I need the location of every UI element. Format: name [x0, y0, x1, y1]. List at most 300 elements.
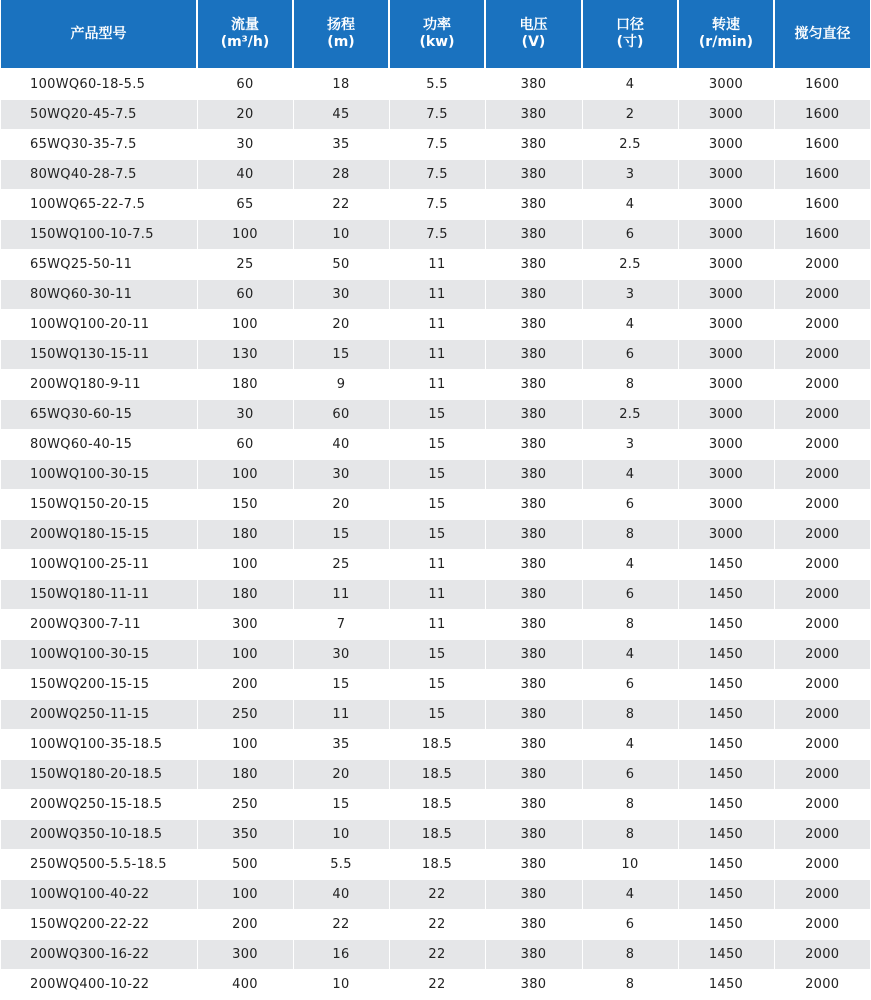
col-power-cell: 7.5	[389, 160, 485, 190]
col-power-cell: 15	[389, 700, 485, 730]
col-power-cell: 15	[389, 640, 485, 670]
col-speed-cell: 3000	[678, 130, 774, 160]
col-speed-cell: 3000	[678, 310, 774, 340]
col-model-cell: 150WQ200-15-15	[1, 670, 197, 700]
col-flow-cell: 60	[197, 69, 293, 100]
col-power-cell: 7.5	[389, 190, 485, 220]
col-model-cell: 100WQ65-22-7.5	[1, 190, 197, 220]
col-voltage-cell: 380	[485, 130, 582, 160]
col-stir-diameter-cell: 2000	[774, 820, 870, 850]
col-flow-cell: 180	[197, 520, 293, 550]
col-flow-cell: 60	[197, 430, 293, 460]
col-power-cell: 11	[389, 280, 485, 310]
col-caliber-cell: 8	[582, 790, 678, 820]
col-speed-cell: 3000	[678, 400, 774, 430]
col-caliber-cell: 10	[582, 850, 678, 880]
col-speed-cell: 1450	[678, 580, 774, 610]
col-head-cell: 15	[293, 520, 389, 550]
col-head-cell: 7	[293, 610, 389, 640]
col-model-cell: 100WQ100-20-11	[1, 310, 197, 340]
col-power-cell: 7.5	[389, 220, 485, 250]
col-flow-cell: 350	[197, 820, 293, 850]
col-voltage-cell: 380	[485, 910, 582, 940]
col-voltage-cell: 380	[485, 610, 582, 640]
col-stir-diameter-cell: 1600	[774, 190, 870, 220]
col-caliber-cell: 6	[582, 670, 678, 700]
col-model-cell: 100WQ100-40-22	[1, 880, 197, 910]
col-stir-diameter-cell: 2000	[774, 520, 870, 550]
col-caliber-cell: 8	[582, 700, 678, 730]
col-model-cell: 200WQ350-10-18.5	[1, 820, 197, 850]
col-power-cell: 22	[389, 910, 485, 940]
col-power-cell: 22	[389, 880, 485, 910]
col-voltage-cell: 380	[485, 880, 582, 910]
col-head-cell: 40	[293, 880, 389, 910]
col-flow-cell: 30	[197, 130, 293, 160]
col-caliber-cell: 4	[582, 640, 678, 670]
col-voltage-cell: 380	[485, 370, 582, 400]
header-label: 搅匀直径	[794, 25, 851, 42]
col-head-cell: 30	[293, 460, 389, 490]
col-flow-cell: 30	[197, 400, 293, 430]
col-power-cell: 11	[389, 610, 485, 640]
col-flow-cell: 100	[197, 640, 293, 670]
col-head-cell: 30	[293, 280, 389, 310]
col-caliber-cell: 6	[582, 220, 678, 250]
col-head-cell: 11	[293, 700, 389, 730]
col-model-cell: 80WQ40-28-7.5	[1, 160, 197, 190]
col-voltage-cell: 380	[485, 970, 582, 1000]
col-speed-cell: 3000	[678, 250, 774, 280]
col-power-cell: 15	[389, 520, 485, 550]
col-speed-cell: 1450	[678, 670, 774, 700]
col-caliber-cell: 8	[582, 370, 678, 400]
col-caliber-cell: 2	[582, 100, 678, 130]
table-row	[1, 850, 870, 880]
col-head-cell: 18	[293, 69, 389, 100]
col-head-cell: 25	[293, 550, 389, 580]
col-caliber-cell: 4	[582, 880, 678, 910]
col-power-cell: 15	[389, 400, 485, 430]
col-stir-diameter-cell: 2000	[774, 880, 870, 910]
col-power-cell: 15	[389, 460, 485, 490]
col-voltage-cell: 380	[485, 250, 582, 280]
col-caliber-cell: 6	[582, 580, 678, 610]
col-caliber-header	[582, 0, 678, 69]
col-head-cell: 30	[293, 640, 389, 670]
col-head-cell: 45	[293, 100, 389, 130]
col-stir-diameter-cell: 2000	[774, 490, 870, 520]
col-head-cell: 28	[293, 160, 389, 190]
col-stir-diameter-cell: 2000	[774, 700, 870, 730]
col-voltage-cell: 380	[485, 760, 582, 790]
header-unit: (m³/h)	[220, 34, 270, 50]
table-row	[1, 430, 870, 460]
header-label: 流量	[231, 17, 259, 33]
col-power-cell: 11	[389, 250, 485, 280]
col-stir-diameter-cell: 2000	[774, 850, 870, 880]
table-row	[1, 310, 870, 340]
table-header	[1, 0, 870, 69]
col-head-header	[293, 0, 389, 69]
col-speed-cell: 1450	[678, 940, 774, 970]
table-row	[1, 220, 870, 250]
col-voltage-cell: 380	[485, 850, 582, 880]
col-head-cell: 40	[293, 430, 389, 460]
col-head-cell: 20	[293, 310, 389, 340]
col-model-cell: 100WQ100-30-15	[1, 460, 197, 490]
col-voltage-cell: 380	[485, 460, 582, 490]
header-label: 扬程	[327, 17, 355, 33]
col-stir-diameter-cell: 2000	[774, 310, 870, 340]
table-row	[1, 730, 870, 760]
col-caliber-cell: 8	[582, 520, 678, 550]
col-stir-diameter-cell: 2000	[774, 910, 870, 940]
col-caliber-cell: 3	[582, 280, 678, 310]
col-head-cell: 11	[293, 580, 389, 610]
col-flow-cell: 100	[197, 550, 293, 580]
col-head-cell: 15	[293, 790, 389, 820]
col-model-cell: 200WQ250-11-15	[1, 700, 197, 730]
col-speed-cell: 3000	[678, 370, 774, 400]
col-power-cell: 11	[389, 310, 485, 340]
col-caliber-cell: 6	[582, 340, 678, 370]
col-voltage-cell: 380	[485, 640, 582, 670]
header-unit: (m)	[327, 34, 355, 50]
col-flow-cell: 180	[197, 580, 293, 610]
col-stir-diameter-cell: 1600	[774, 69, 870, 100]
col-stir-diameter-cell: 2000	[774, 550, 870, 580]
table-body	[1, 69, 870, 1000]
col-power-cell: 15	[389, 430, 485, 460]
col-caliber-cell: 4	[582, 730, 678, 760]
col-model-cell: 150WQ130-15-11	[1, 340, 197, 370]
table-row	[1, 610, 870, 640]
col-speed-cell: 3000	[678, 160, 774, 190]
col-flow-cell: 25	[197, 250, 293, 280]
col-caliber-cell: 4	[582, 460, 678, 490]
col-stir-diameter-cell: 2000	[774, 640, 870, 670]
col-voltage-cell: 380	[485, 580, 582, 610]
table-row	[1, 880, 870, 910]
col-stir-diameter-cell: 2000	[774, 430, 870, 460]
table-row	[1, 910, 870, 940]
col-voltage-cell: 380	[485, 190, 582, 220]
col-power-cell: 7.5	[389, 130, 485, 160]
col-head-cell: 50	[293, 250, 389, 280]
col-model-cell: 100WQ100-35-18.5	[1, 730, 197, 760]
col-head-cell: 20	[293, 760, 389, 790]
col-speed-cell: 3000	[678, 430, 774, 460]
col-power-cell: 7.5	[389, 100, 485, 130]
col-flow-header	[197, 0, 293, 69]
col-stir-diameter-cell: 2000	[774, 760, 870, 790]
col-stir-diameter-cell: 2000	[774, 460, 870, 490]
col-model-cell: 200WQ300-16-22	[1, 940, 197, 970]
col-head-cell: 15	[293, 340, 389, 370]
col-speed-cell: 1450	[678, 910, 774, 940]
col-stir-diameter-cell: 1600	[774, 220, 870, 250]
col-power-cell: 18.5	[389, 850, 485, 880]
col-speed-cell: 3000	[678, 520, 774, 550]
header-unit: (寸)	[616, 34, 644, 50]
header-label: 转速	[712, 17, 740, 33]
col-caliber-cell: 2.5	[582, 250, 678, 280]
col-speed-cell: 1450	[678, 760, 774, 790]
col-stir-diameter-cell: 2000	[774, 370, 870, 400]
col-model-cell: 100WQ100-30-15	[1, 640, 197, 670]
col-head-cell: 9	[293, 370, 389, 400]
col-caliber-cell: 8	[582, 820, 678, 850]
col-power-cell: 11	[389, 340, 485, 370]
col-stir-diameter-cell: 2000	[774, 670, 870, 700]
col-caliber-cell: 3	[582, 160, 678, 190]
col-model-cell: 50WQ20-45-7.5	[1, 100, 197, 130]
col-power-header	[389, 0, 485, 69]
col-speed-cell: 1450	[678, 820, 774, 850]
col-caliber-cell: 6	[582, 490, 678, 520]
col-flow-cell: 20	[197, 100, 293, 130]
col-flow-cell: 200	[197, 670, 293, 700]
pump-spec-table	[1, 0, 870, 1000]
col-model-cell: 200WQ180-9-11	[1, 370, 197, 400]
col-caliber-cell: 6	[582, 910, 678, 940]
col-voltage-cell: 380	[485, 670, 582, 700]
col-head-cell: 35	[293, 130, 389, 160]
table-row	[1, 400, 870, 430]
col-stir-diameter-cell: 1600	[774, 160, 870, 190]
table-row	[1, 790, 870, 820]
col-caliber-cell: 8	[582, 610, 678, 640]
col-speed-header	[678, 0, 774, 69]
col-voltage-cell: 380	[485, 490, 582, 520]
col-speed-cell: 3000	[678, 460, 774, 490]
col-flow-cell: 300	[197, 610, 293, 640]
col-model-cell: 150WQ200-22-22	[1, 910, 197, 940]
col-caliber-cell: 2.5	[582, 400, 678, 430]
col-power-cell: 11	[389, 580, 485, 610]
col-model-cell: 80WQ60-40-15	[1, 430, 197, 460]
col-model-cell: 100WQ60-18-5.5	[1, 69, 197, 100]
col-stir-diameter-cell: 2000	[774, 970, 870, 1000]
col-speed-cell: 1450	[678, 700, 774, 730]
table-row	[1, 160, 870, 190]
col-speed-cell: 1450	[678, 880, 774, 910]
col-speed-cell: 3000	[678, 280, 774, 310]
col-speed-cell: 3000	[678, 190, 774, 220]
col-speed-cell: 1450	[678, 790, 774, 820]
col-voltage-cell: 380	[485, 340, 582, 370]
col-stir-diameter-cell: 2000	[774, 400, 870, 430]
table-row	[1, 370, 870, 400]
table-row	[1, 760, 870, 790]
col-flow-cell: 100	[197, 880, 293, 910]
col-head-cell: 35	[293, 730, 389, 760]
col-flow-cell: 130	[197, 340, 293, 370]
col-voltage-cell: 380	[485, 280, 582, 310]
col-stir-diameter-cell: 2000	[774, 790, 870, 820]
col-stir-diameter-cell: 2000	[774, 580, 870, 610]
table-row	[1, 460, 870, 490]
col-flow-cell: 100	[197, 460, 293, 490]
table-row	[1, 580, 870, 610]
col-flow-cell: 100	[197, 310, 293, 340]
table-row	[1, 490, 870, 520]
col-flow-cell: 200	[197, 910, 293, 940]
header-label: 功率	[423, 17, 451, 33]
col-caliber-cell: 4	[582, 69, 678, 100]
col-model-cell: 65WQ25-50-11	[1, 250, 197, 280]
col-model-cell: 65WQ30-35-7.5	[1, 130, 197, 160]
col-voltage-cell: 380	[485, 520, 582, 550]
col-flow-cell: 300	[197, 940, 293, 970]
header-label: 口径	[616, 17, 644, 33]
col-caliber-cell: 2.5	[582, 130, 678, 160]
col-head-cell: 60	[293, 400, 389, 430]
col-power-cell: 18.5	[389, 820, 485, 850]
col-stir-diameter-cell: 2000	[774, 340, 870, 370]
table-row	[1, 820, 870, 850]
col-speed-cell: 3000	[678, 490, 774, 520]
header-row	[1, 0, 870, 69]
col-model-cell: 150WQ100-10-7.5	[1, 220, 197, 250]
table-row	[1, 130, 870, 160]
table-row	[1, 640, 870, 670]
table-row	[1, 340, 870, 370]
header-unit: (r/min)	[698, 34, 754, 50]
col-head-cell: 15	[293, 670, 389, 700]
col-flow-cell: 100	[197, 730, 293, 760]
table-row	[1, 250, 870, 280]
col-stir-diameter-cell: 2000	[774, 730, 870, 760]
col-flow-cell: 180	[197, 760, 293, 790]
col-model-cell: 250WQ500-5.5-18.5	[1, 850, 197, 880]
col-power-cell: 18.5	[389, 790, 485, 820]
col-power-cell: 11	[389, 550, 485, 580]
col-speed-cell: 1450	[678, 550, 774, 580]
col-caliber-cell: 8	[582, 970, 678, 1000]
col-caliber-cell: 8	[582, 940, 678, 970]
col-power-cell: 22	[389, 940, 485, 970]
col-speed-cell: 3000	[678, 100, 774, 130]
col-voltage-cell: 380	[485, 430, 582, 460]
col-speed-cell: 1450	[678, 730, 774, 760]
table-row	[1, 520, 870, 550]
col-flow-cell: 65	[197, 190, 293, 220]
col-voltage-cell: 380	[485, 100, 582, 130]
table-row	[1, 69, 870, 100]
table-row	[1, 970, 870, 1000]
col-head-cell: 22	[293, 190, 389, 220]
col-voltage-cell: 380	[485, 940, 582, 970]
col-flow-cell: 40	[197, 160, 293, 190]
col-model-cell: 65WQ30-60-15	[1, 400, 197, 430]
col-model-cell: 200WQ250-15-18.5	[1, 790, 197, 820]
col-model-cell: 200WQ400-10-22	[1, 970, 197, 1000]
col-model-cell: 150WQ180-11-11	[1, 580, 197, 610]
col-stir-diameter-cell: 1600	[774, 100, 870, 130]
col-flow-cell: 400	[197, 970, 293, 1000]
col-caliber-cell: 4	[582, 190, 678, 220]
col-model-cell: 80WQ60-30-11	[1, 280, 197, 310]
col-caliber-cell: 4	[582, 550, 678, 580]
col-voltage-cell: 380	[485, 550, 582, 580]
col-speed-cell: 3000	[678, 340, 774, 370]
col-flow-cell: 150	[197, 490, 293, 520]
col-speed-cell: 3000	[678, 220, 774, 250]
col-speed-cell: 3000	[678, 69, 774, 100]
table-row	[1, 190, 870, 220]
col-voltage-cell: 380	[485, 820, 582, 850]
col-voltage-cell: 380	[485, 310, 582, 340]
col-model-header	[1, 0, 197, 69]
col-power-cell: 18.5	[389, 760, 485, 790]
col-speed-cell: 1450	[678, 850, 774, 880]
table-row	[1, 940, 870, 970]
header-unit: (kw)	[419, 34, 455, 50]
col-power-cell: 15	[389, 490, 485, 520]
col-head-cell: 10	[293, 820, 389, 850]
col-voltage-cell: 380	[485, 730, 582, 760]
col-caliber-cell: 6	[582, 760, 678, 790]
col-power-cell: 5.5	[389, 69, 485, 100]
header-label: 产品型号	[70, 25, 127, 42]
col-voltage-cell: 380	[485, 400, 582, 430]
col-voltage-cell: 380	[485, 69, 582, 100]
col-flow-cell: 180	[197, 370, 293, 400]
col-stir-diameter-cell: 2000	[774, 280, 870, 310]
col-flow-cell: 250	[197, 700, 293, 730]
col-voltage-header	[485, 0, 582, 69]
col-power-cell: 15	[389, 670, 485, 700]
col-voltage-cell: 380	[485, 700, 582, 730]
col-stir-diameter-cell: 2000	[774, 250, 870, 280]
col-flow-cell: 60	[197, 280, 293, 310]
col-model-cell: 200WQ180-15-15	[1, 520, 197, 550]
col-stir-diameter-cell: 2000	[774, 940, 870, 970]
col-speed-cell: 1450	[678, 970, 774, 1000]
col-flow-cell: 100	[197, 220, 293, 250]
col-model-cell: 150WQ180-20-18.5	[1, 760, 197, 790]
col-speed-cell: 1450	[678, 640, 774, 670]
col-voltage-cell: 380	[485, 220, 582, 250]
col-head-cell: 5.5	[293, 850, 389, 880]
col-stir-diameter-header	[774, 0, 870, 69]
table-row	[1, 280, 870, 310]
col-model-cell: 100WQ100-25-11	[1, 550, 197, 580]
table-row	[1, 700, 870, 730]
col-stir-diameter-cell: 1600	[774, 130, 870, 160]
col-caliber-cell: 4	[582, 310, 678, 340]
col-head-cell: 22	[293, 910, 389, 940]
col-head-cell: 16	[293, 940, 389, 970]
table-row	[1, 550, 870, 580]
col-voltage-cell: 380	[485, 160, 582, 190]
col-power-cell: 18.5	[389, 730, 485, 760]
col-flow-cell: 500	[197, 850, 293, 880]
col-voltage-cell: 380	[485, 790, 582, 820]
col-head-cell: 10	[293, 220, 389, 250]
col-power-cell: 22	[389, 970, 485, 1000]
col-caliber-cell: 3	[582, 430, 678, 460]
header-label: 电压	[519, 17, 548, 33]
table-row	[1, 100, 870, 130]
table-row	[1, 670, 870, 700]
col-head-cell: 10	[293, 970, 389, 1000]
col-model-cell: 150WQ150-20-15	[1, 490, 197, 520]
col-model-cell: 200WQ300-7-11	[1, 610, 197, 640]
col-speed-cell: 1450	[678, 610, 774, 640]
